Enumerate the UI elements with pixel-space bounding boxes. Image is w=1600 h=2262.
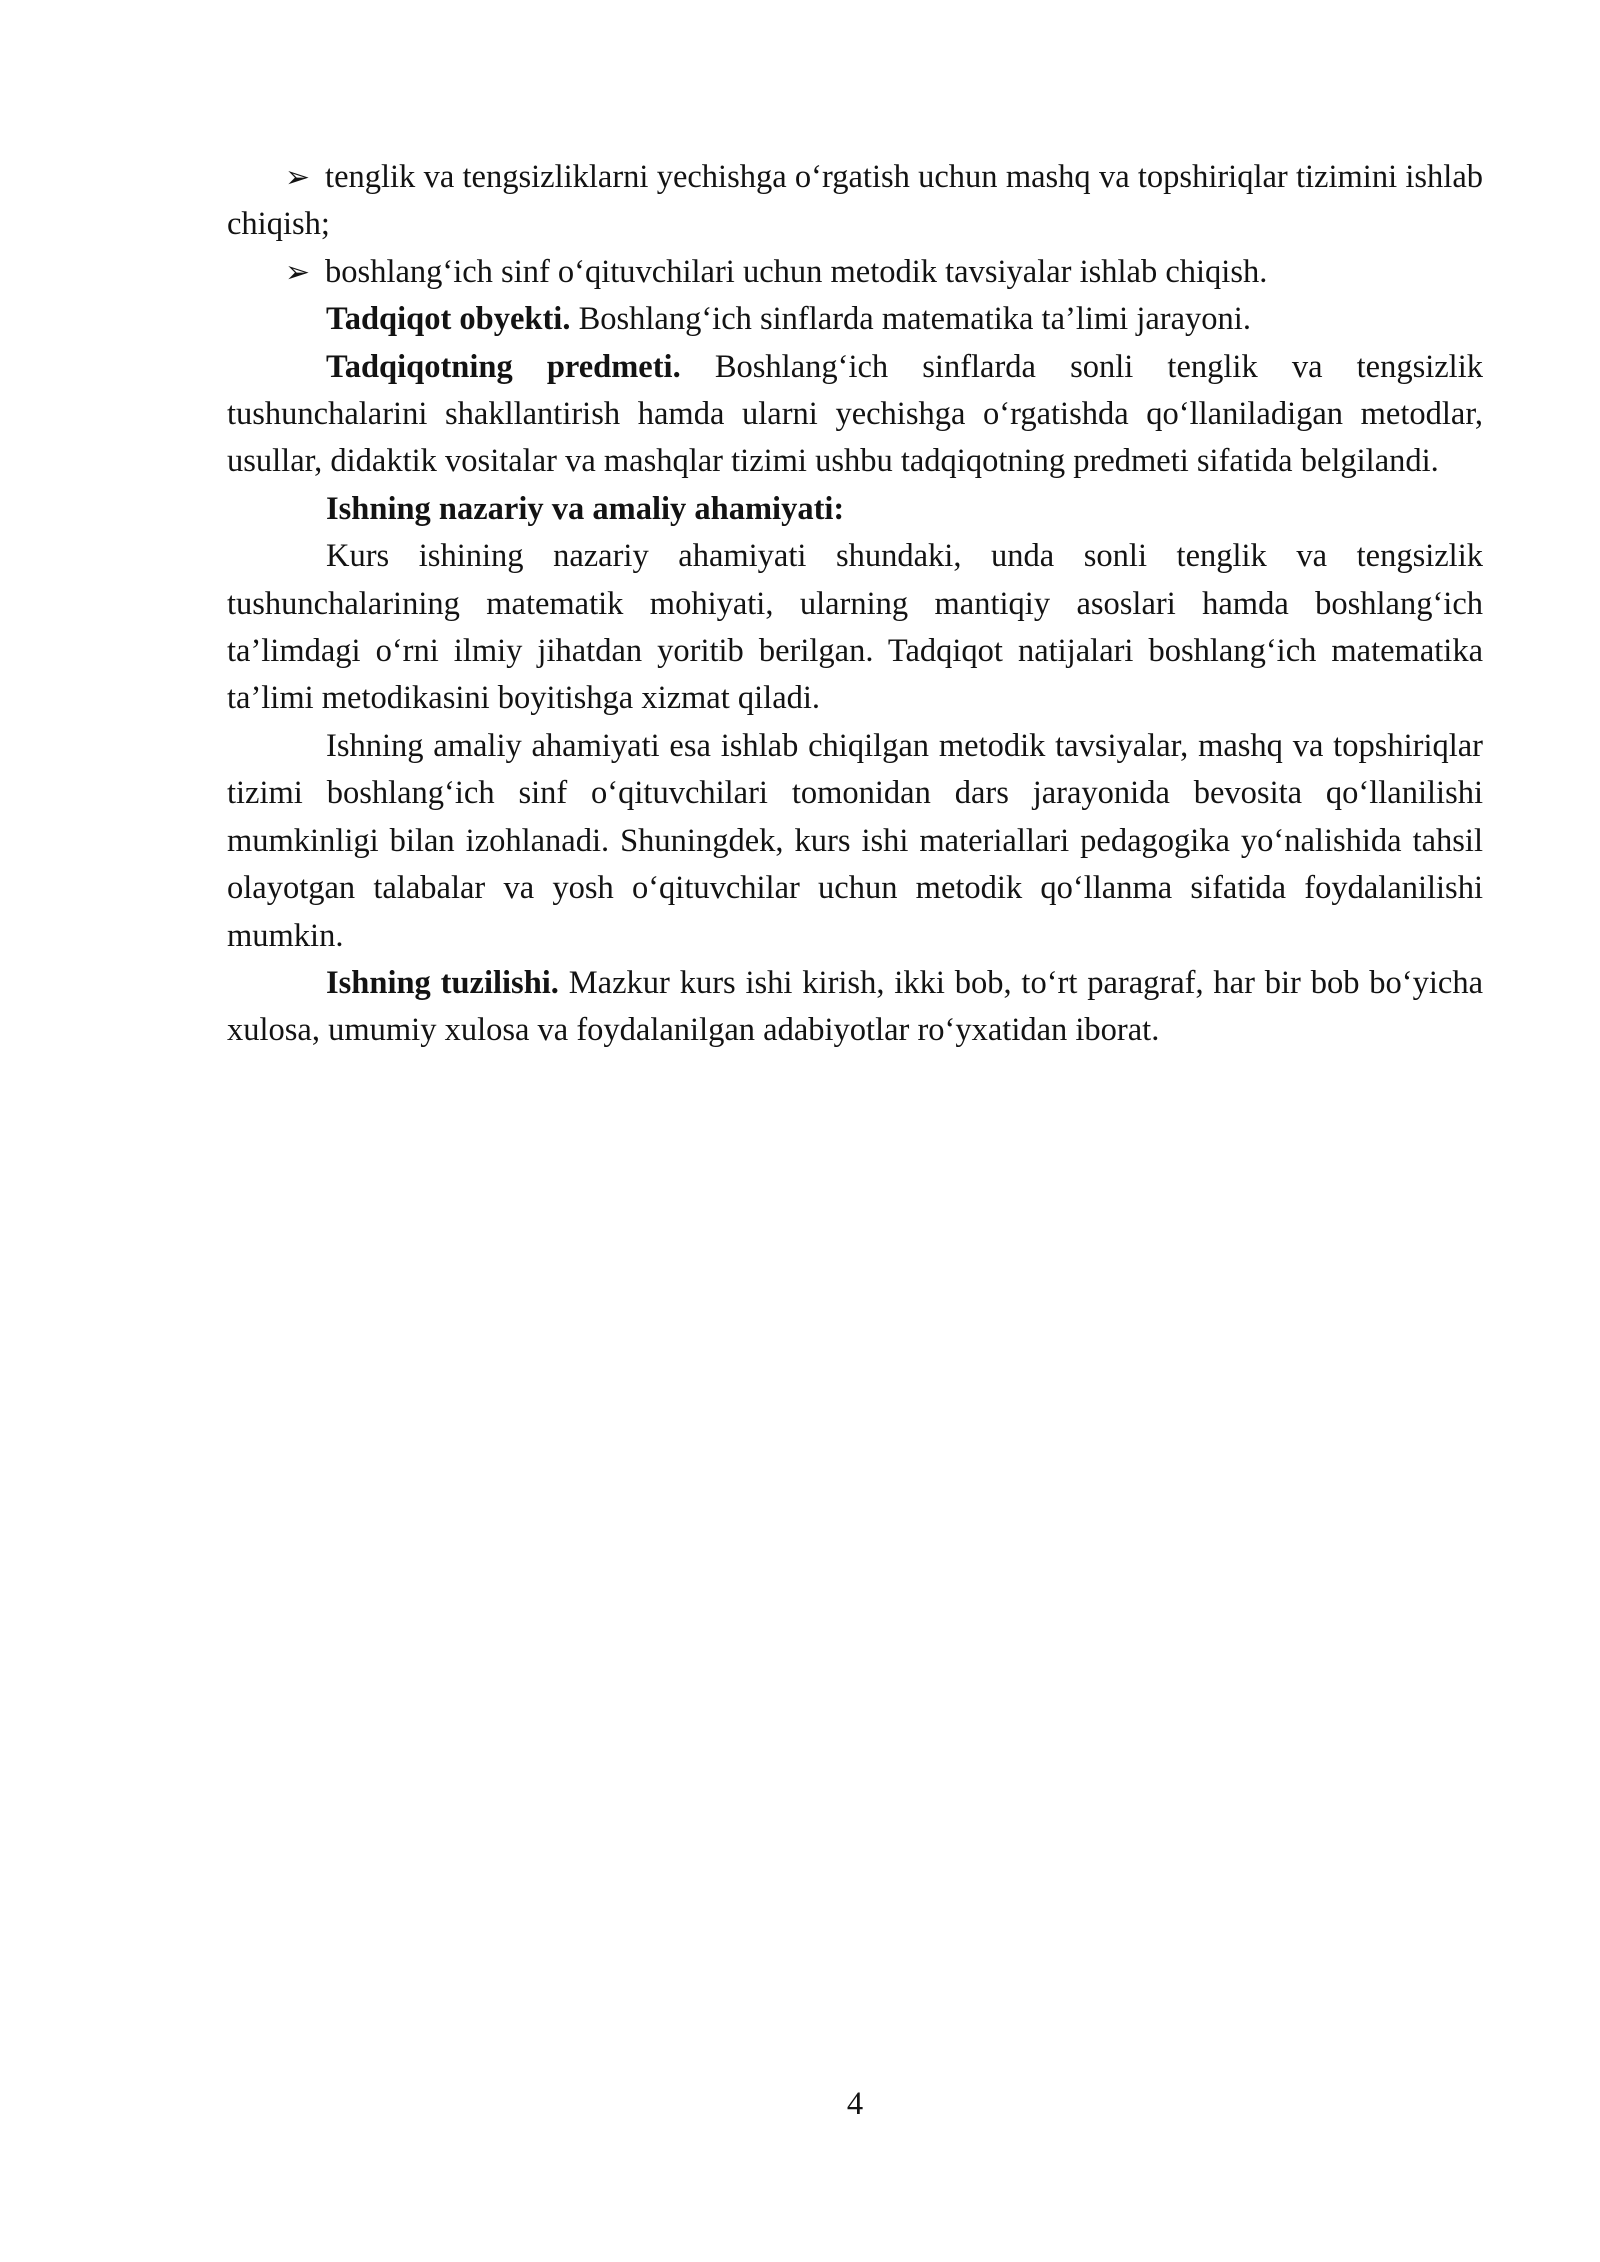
paragraph-text: Boshlang‘ich sinflarda matematika ta’limi jarayoni. — [570, 301, 1251, 338]
paragraph-work-structure — [227, 960, 1483, 1055]
bullet-item — [227, 154, 1483, 249]
paragraph-practical-significance — [227, 723, 1483, 960]
paragraph-lead-bold: Ishning tuzilishi. — [326, 964, 559, 1001]
paragraph-text: Ishning amaliy ahamiyati esa ishlab chiqilgan metodik tavsiyalar, mashq va topshiriqlar tizimi boshlang‘ich sinf o‘qituvchilari tomonidan dars jarayonida bevosita qo‘llanilishi mumkinligi bilan izohlanadi. Shuningdek, kurs ishi materiallari pedagogika yo‘nalishida tahsil olayotgan talabalar va yosh o‘qituvchilar uchun metodik qo‘llanma sifatida foydalanilishi mumkin. — [227, 727, 1483, 954]
paragraph-text: Boshlang‘ich sinflarda sonli tenglik va tengsizlik tushunchalarini shakllantirish hamda ularni yechishga o‘rgatishda qo‘llaniladigan metodlar, usullar, didaktik vositalar va mashqlar tizimi ushbu tadqiqotning predmeti sifatida belgilandi. — [227, 348, 1483, 480]
bullet-item-text: tenglik va tengsizliklarni yechishga o‘rgatish uchun mashq va topshiriqlar tizimini ishlab chiqish; — [227, 159, 1483, 243]
paragraph-research-subject — [227, 344, 1483, 486]
paragraph-text: Mazkur kurs ishi kirish, ikki bob, to‘rt paragraf, har bir bob bo‘yicha xulosa, umumiy xulosa va foydalanilgan adabiyotlar ro‘yxatidan iborat. — [227, 964, 1483, 1049]
paragraph-lead-bold: Ishning nazariy va amaliy ahamiyati: — [326, 490, 845, 527]
paragraph-lead-bold: Tadqiqot obyekti. — [326, 301, 571, 338]
paragraph-theoretical-significance — [227, 533, 1483, 723]
paragraph-research-object — [227, 296, 1483, 343]
paragraph-lead-bold: Tadqiqotning predmeti. — [326, 348, 681, 385]
paragraph-significance-heading — [227, 486, 1483, 533]
bullet-item — [227, 249, 1483, 296]
page-number: 4 — [846, 2086, 864, 2122]
paragraph-text: Kurs ishining nazariy ahamiyati shundaki, unda sonli tenglik va tengsizlik tushunchalarining matematik mohiyati, ularning mantiqiy asoslari hamda boshlang‘ich ta’limdagi o‘rni ilmiy jihatdan yoritib berilgan. Tadqiqot natijalari boshlang‘ich matematika ta’limi metodikasini boyitishga xizmat qiladi. — [227, 538, 1483, 717]
bullet-item-text: boshlang‘ich sinf o‘qituvchilari uchun metodik tavsiyalar ishlab chiqish. — [325, 253, 1268, 290]
arrowhead-bullet-icon: ➢ — [285, 254, 311, 290]
arrowhead-bullet-icon: ➢ — [285, 160, 311, 195]
page-body-text — [227, 154, 1483, 1055]
